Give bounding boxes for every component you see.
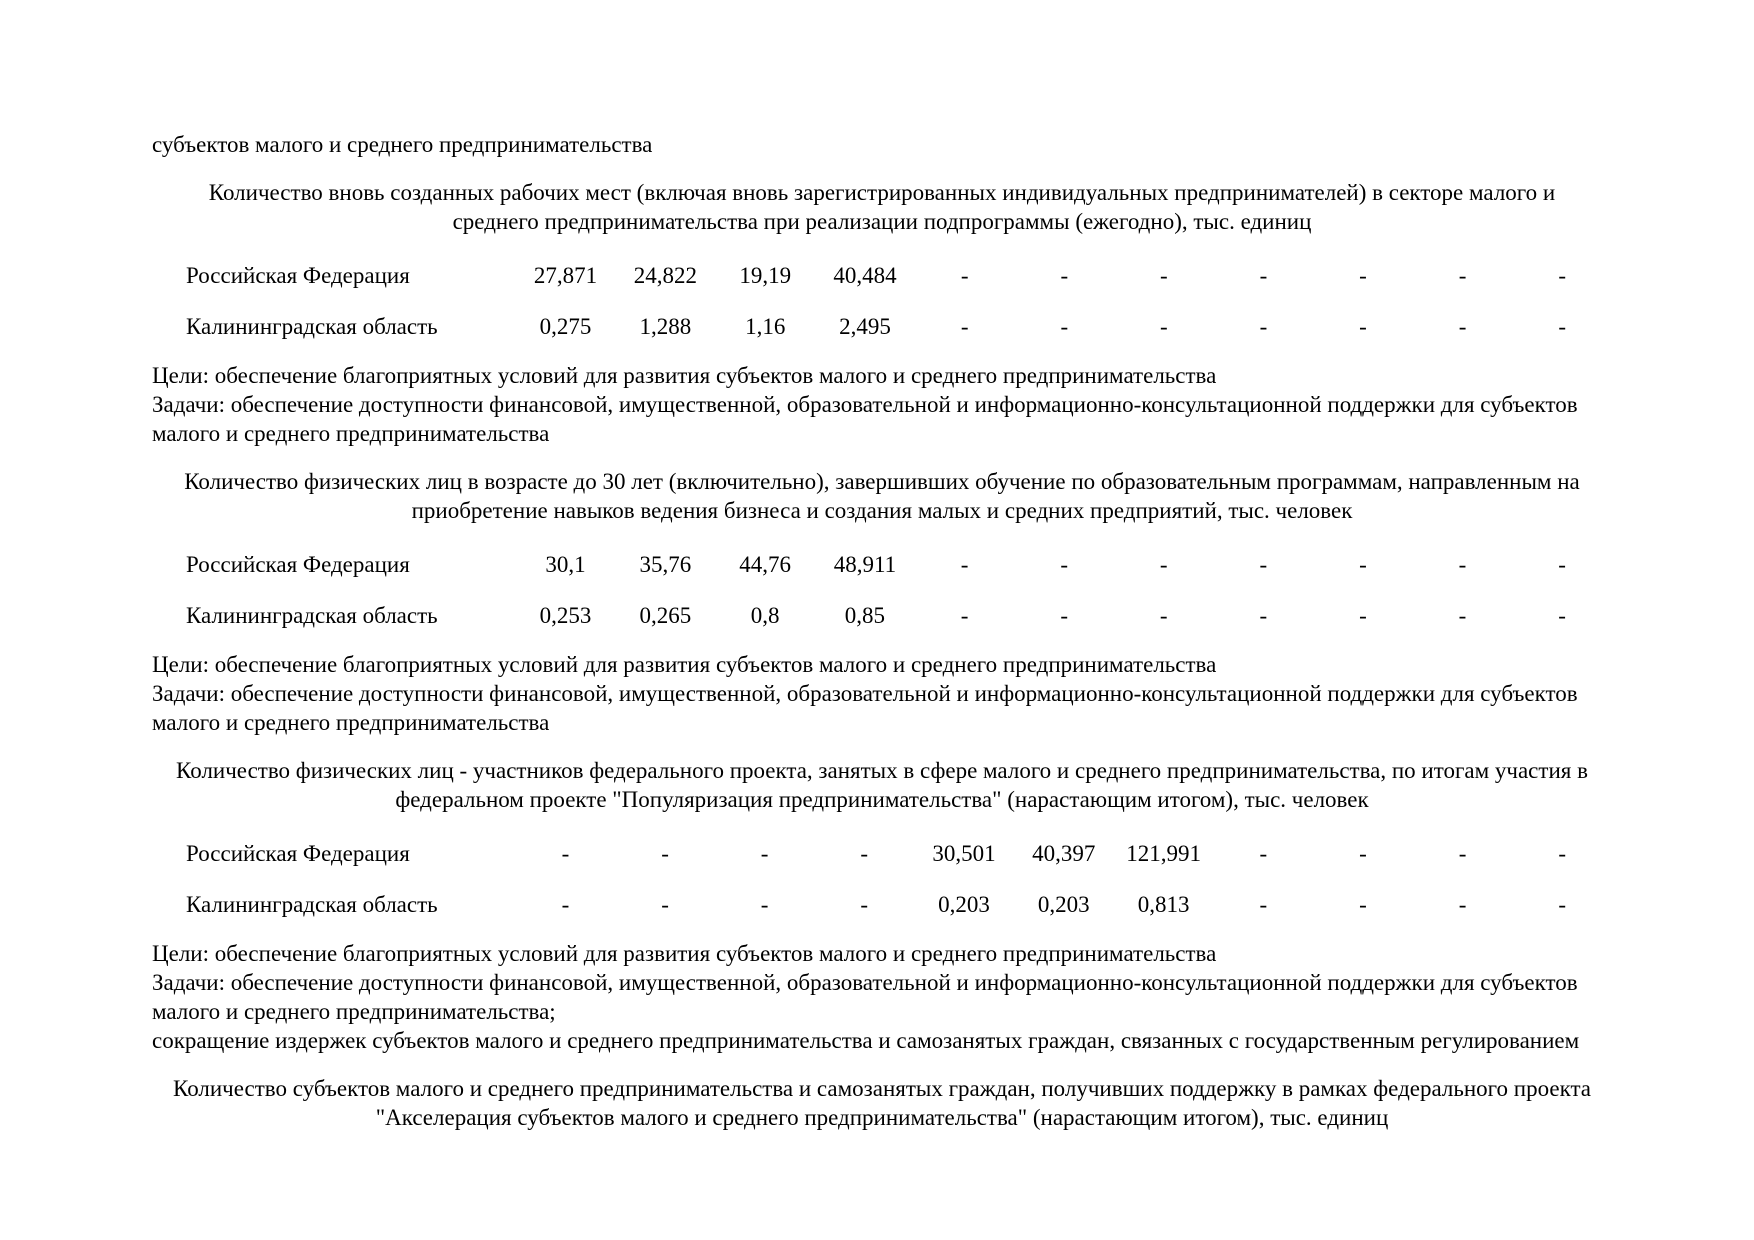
value-cell: 19,19 (739, 263, 792, 288)
value-cell: 2,495 (839, 314, 891, 339)
value-cell: - (1259, 552, 1268, 577)
tasks-text-continued: сокращение издержек субъектов малого и среднего предпринимательства и самозанятых граждан, связанных с государственным регулированием (152, 1028, 1580, 1053)
value-cell: - (960, 314, 969, 339)
value-cell: 0,203 (1037, 892, 1090, 917)
indicator-title: Количество физических лиц - участников федерального проекта, занятых в сфере малого и среднего предпринимательства, по итогам участия в федеральном проекте "Популяризация предпринимательства" (нарастающим итогом), тыс. человек (176, 758, 1588, 812)
value-cell: - (1458, 892, 1467, 917)
table-row (186, 539, 1612, 590)
region-name: Российская Федерация (186, 263, 410, 288)
value-cell: 1,288 (639, 314, 692, 339)
value-cell: - (960, 263, 969, 288)
value-cell: - (561, 892, 570, 917)
value-cell: - (1458, 263, 1467, 288)
value-cell: 24,822 (633, 263, 697, 288)
value-cell: 27,871 (533, 263, 598, 288)
indicator-section-3 (152, 756, 1612, 1055)
value-cell: - (1160, 263, 1168, 288)
value-cell: 48,911 (833, 552, 897, 577)
table-row (186, 590, 1612, 641)
value-cell: 0,203 (938, 892, 990, 917)
value-cell: - (1159, 552, 1168, 577)
value-cell: 0,813 (1137, 892, 1190, 917)
value-cell: - (960, 552, 969, 577)
value-cell: - (760, 892, 769, 917)
value-cell: - (960, 603, 969, 628)
tasks-text: Задачи: обеспечение доступности финансовой, имущественной, образовательной и информационно-консультационной поддержки для субъектов малого и среднего предпринимательства (152, 681, 1578, 735)
tasks-text: Задачи: обеспечение доступности финансовой, имущественной, образовательной и информационно-консультационной поддержки для субъектов малого и среднего предпринимательства (152, 392, 1578, 446)
region-name: Российская Федерация (186, 841, 410, 866)
value-cell: - (1359, 841, 1367, 866)
value-cell: - (760, 841, 769, 866)
value-cell: - (1060, 314, 1069, 339)
value-cell: - (1359, 552, 1367, 577)
value-cell: - (1259, 892, 1268, 917)
indicator-section-2 (152, 467, 1612, 737)
value-cell: - (1558, 314, 1567, 339)
value-cell: - (1458, 552, 1467, 577)
value-cell: 40,484 (833, 263, 897, 288)
value-cell: - (1558, 552, 1566, 577)
value-cell: 35,76 (639, 552, 692, 577)
table-row (186, 828, 1612, 879)
value-cell: - (1558, 603, 1566, 628)
value-cell: - (1259, 263, 1268, 288)
indicator-table (186, 539, 1612, 641)
value-cell: - (1458, 314, 1467, 339)
value-cell: 0,265 (639, 603, 692, 628)
value-cell: - (1060, 603, 1069, 628)
value-cell: - (1359, 263, 1367, 288)
value-cell: - (1259, 841, 1268, 866)
table-row (186, 879, 1612, 930)
value-cell: - (1359, 892, 1367, 917)
value-cell: - (1060, 263, 1069, 288)
value-cell: 40,397 (1032, 841, 1096, 866)
value-cell: - (1458, 841, 1467, 866)
indicator-title: Количество вновь созданных рабочих мест (включая вновь зарегистрированных индивидуальных предпринимателей) в секторе малого и среднего предпринимательства при реализации подпрограммы (ежегодно), тыс. единиц (208, 180, 1556, 234)
goals-text: Цели: обеспечение благоприятных условий для развития субъектов малого и среднего предпринимательства (152, 941, 1217, 966)
value-cell: 121,991 (1126, 841, 1201, 866)
intro-text: субъектов малого и среднего предпринимательства (152, 132, 653, 157)
region-name: Российская Федерация (186, 552, 410, 577)
value-cell: 0,253 (539, 603, 592, 628)
value-cell: - (561, 841, 570, 866)
value-cell: - (1259, 603, 1268, 628)
value-cell: - (1160, 314, 1168, 339)
value-cell: - (860, 841, 869, 866)
goals-text: Цели: обеспечение благоприятных условий для развития субъектов малого и среднего предпринимательства (152, 652, 1217, 677)
goals-text: Цели: обеспечение благоприятных условий для развития субъектов малого и среднего предпринимательства (152, 363, 1217, 388)
value-cell: 0,275 (539, 314, 592, 339)
indicator-title: Количество физических лиц в возрасте до 30 лет (включительно), завершивших обучение по образовательным программам, направленным на приобретение навыков ведения бизнеса и создания малых и средних предприятий, тыс. человек (184, 469, 1580, 523)
value-cell: - (661, 841, 669, 866)
table-row (186, 301, 1612, 352)
value-cell: 1,16 (745, 314, 786, 339)
value-cell: - (1359, 603, 1367, 628)
value-cell: - (860, 892, 869, 917)
value-cell: - (1558, 892, 1566, 917)
region-name: Калининградская область (186, 892, 438, 917)
value-cell: - (1060, 552, 1069, 577)
value-cell: 30,1 (545, 552, 586, 577)
value-cell: 0,85 (844, 603, 886, 628)
value-cell: - (1558, 263, 1567, 288)
region-name: Калининградская область (186, 603, 438, 628)
region-name: Калининградская область (186, 314, 438, 339)
indicator-table (186, 250, 1612, 352)
value-cell: - (661, 892, 669, 917)
value-cell: - (1558, 841, 1566, 866)
indicator-section-1 (152, 178, 1612, 448)
document-page (152, 130, 1612, 1132)
tasks-text: Задачи: обеспечение доступности финансовой, имущественной, образовательной и информационно-консультационной поддержки для субъектов малого и среднего предпринимательства; (152, 970, 1578, 1024)
table-row (186, 250, 1612, 301)
final-indicator-title: Количество субъектов малого и среднего предпринимательства и самозанятых граждан, получивших поддержку в рамках федерального проекта "Акселерация субъектов малого и среднего предпринимательства" (нарастающим итогом), тыс. единиц (173, 1076, 1591, 1130)
value-cell: 30,501 (932, 841, 996, 866)
value-cell: 44,76 (739, 552, 791, 577)
value-cell: - (1359, 314, 1367, 339)
value-cell: 0,8 (750, 603, 780, 628)
value-cell: - (1458, 603, 1467, 628)
indicator-table (186, 828, 1612, 930)
value-cell: - (1259, 314, 1268, 339)
value-cell: - (1159, 603, 1168, 628)
